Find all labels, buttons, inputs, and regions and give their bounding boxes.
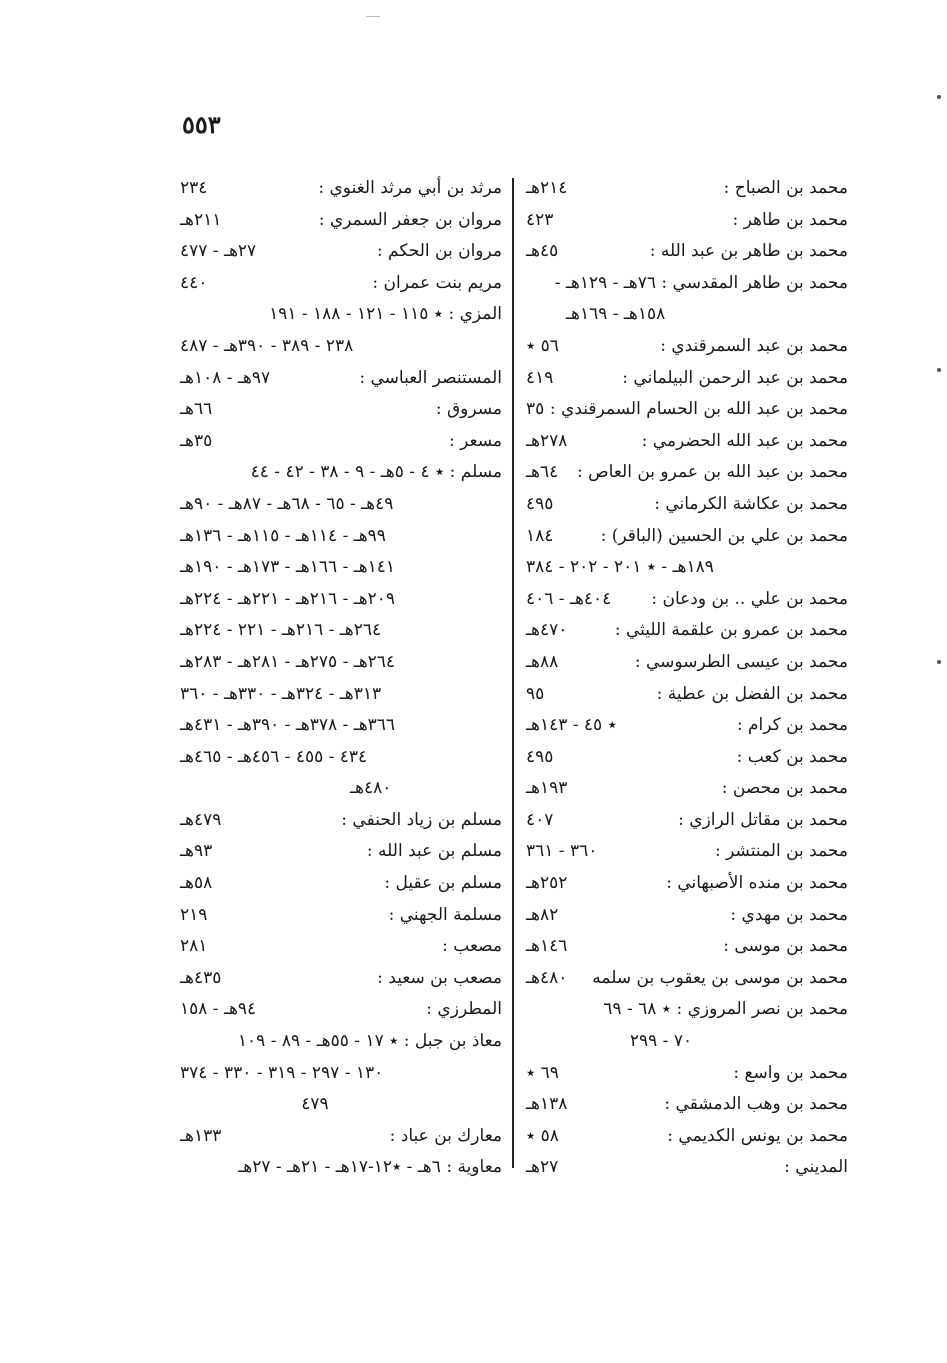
entry-name: محمد بن طاهر بن عبد الله : — [649, 241, 848, 262]
entry-pages-continued: ٤٣٤ - ٤٥٥ - ٤٥٦هـ - ٤٦٥هـ — [180, 746, 368, 767]
entry-name: المستنصر العباسي : — [359, 367, 502, 388]
index-entry — [526, 521, 848, 553]
index-entry — [180, 489, 502, 521]
index-entry — [180, 679, 502, 711]
entry-pages: ٥٨ ٭ — [526, 1125, 559, 1146]
index-entry — [526, 584, 848, 616]
index-entry — [180, 331, 502, 363]
entry-pages: ٤٧٠هـ — [526, 620, 568, 641]
index-entry — [526, 299, 848, 331]
entry-pages: ٥٦ ٭ — [526, 335, 559, 356]
index-column-right — [526, 173, 848, 1184]
index-entry — [526, 1089, 848, 1121]
entry-name: مسلم بن زياد الحنفي : — [341, 809, 502, 830]
entry-name: مصعب بن سعيد : — [377, 967, 502, 988]
index-entry — [180, 868, 502, 900]
entry-pages-continued: ٤٨٠هـ — [350, 778, 392, 799]
entry-name: محمد بن واسع : — [733, 1062, 848, 1083]
index-entry — [180, 805, 502, 837]
entry-pages-continued: ٣٦٦هـ - ٣٧٨هـ - ٣٩٠هـ - ٤٣١هـ — [180, 715, 396, 736]
index-entry — [180, 836, 502, 868]
entry-pages: ٢٨١ — [180, 936, 208, 957]
entry-name: معاذ بن جبل : ٭ ١٧ - ٥٥هـ - ٨٩ - ١٠٩ — [237, 1031, 502, 1052]
index-entry — [526, 457, 848, 489]
entry-name: محمد بن كعب : — [736, 746, 848, 767]
index-entry — [180, 457, 502, 489]
index-entry — [180, 615, 502, 647]
entry-pages: ٭ ٤٥ - ١٤٣هـ — [526, 715, 617, 736]
entry-name: المديني : — [784, 1157, 848, 1178]
entry-pages: ٣٦٠ - ٣٦١ — [526, 841, 598, 862]
entry-pages-continued: ٤٧٩ — [301, 1094, 329, 1115]
index-entry — [526, 679, 848, 711]
entry-name: محمد بن المنتشر : — [715, 841, 848, 862]
index-entry — [180, 205, 502, 237]
scan-mark — [366, 16, 380, 17]
entry-name: محمد بن طاهر المقدسي : ٧٦هـ - ١٢٩هـ - — [554, 272, 848, 293]
entry-name: محمد بن محصن : — [721, 778, 848, 799]
index-entry — [526, 1121, 848, 1153]
entry-pages-continued: ٧٠ - ٢٩٩ — [629, 1031, 693, 1052]
entry-pages: ٤٢٣ — [526, 209, 554, 230]
index-entry — [180, 710, 502, 742]
index-entry — [526, 1152, 848, 1184]
index-entry — [526, 836, 848, 868]
index-entry — [526, 426, 848, 458]
entry-pages: ٢٧هـ - ٤٧٧ — [180, 241, 257, 262]
entry-pages: ٤٠٤هـ - ٤٠٦ — [526, 588, 612, 609]
entry-pages: ٤١٩ — [526, 367, 554, 388]
index-entry — [526, 331, 848, 363]
entry-pages-continued: ٣١٣هـ - ٣٢٤هـ - ٣٣٠هـ - ٣٦٠ — [180, 683, 382, 704]
entry-name: مروان بن جعفر السمري : — [318, 209, 502, 230]
entry-pages: ٦٦هـ — [180, 399, 213, 420]
index-entry — [526, 900, 848, 932]
entry-name: محمد بن طاهر : — [732, 209, 848, 230]
entry-pages-continued: ٢٦٤هـ - ٢١٦هـ - ٢٢١ - ٢٢٤هـ — [180, 620, 382, 641]
index-entry — [180, 584, 502, 616]
index-entry — [180, 552, 502, 584]
entry-pages: ٤٩٥ — [526, 493, 554, 514]
entry-pages: ٨٢هـ — [526, 904, 559, 925]
entry-name: مروان بن الحكم : — [376, 241, 502, 262]
index-entry — [180, 268, 502, 300]
entry-name: محمد بن مهدي : — [730, 904, 848, 925]
entry-name: مريم بنت عمران : — [372, 272, 502, 293]
entry-pages: ١٩٣هـ — [526, 778, 568, 799]
index-entry — [526, 710, 848, 742]
entry-pages: ٤٥هـ — [526, 241, 559, 262]
entry-name: مسلمة الجهني : — [388, 904, 502, 925]
index-entry — [180, 1089, 502, 1121]
index-entry — [180, 394, 502, 426]
entry-pages-continued: ١٨٩هـ - ٭ ٢٠١ - ٢٠٢ - ٣٨٤ — [526, 557, 714, 578]
index-entry — [526, 994, 848, 1026]
entry-name: المزي : ٭ ١١٥ - ١٢١ - ١٨٨ - ١٩١ — [269, 304, 502, 325]
entry-pages-continued: ٩٩هـ - ١١٤هـ - ١١٥هـ - ١٣٦هـ — [180, 525, 386, 546]
entry-pages: ١٣٣هـ — [180, 1125, 222, 1146]
entry-pages-continued: ٤٩هـ - ٦٥ - ٦٨هـ - ٨٧هـ - ٩٠هـ — [180, 493, 394, 514]
entry-name: مسلم بن عقيل : — [384, 873, 502, 894]
entry-pages: ٢١٩ — [180, 904, 208, 925]
index-entry — [180, 173, 502, 205]
index-entry — [526, 173, 848, 205]
entry-name: المطرزي : — [426, 999, 502, 1020]
entry-pages: ٦٤هـ — [526, 462, 559, 483]
index-entry — [180, 1152, 502, 1184]
index-entry — [180, 773, 502, 805]
index-entry — [180, 1121, 502, 1153]
entry-name: محمد بن عمرو بن علقمة الليثي : — [614, 620, 848, 641]
index-entry — [180, 521, 502, 553]
entry-name: محمد بن منده الأصبهاني : — [666, 873, 848, 894]
entry-pages: ١٣٨هـ — [526, 1094, 568, 1115]
entry-pages: ٢١٤هـ — [526, 178, 568, 198]
entry-name: محمد بن عبد الرحمن البيلماني : — [622, 367, 848, 388]
entry-name: معاوية : ٦هـ - ٭١٢-١٧هـ - ٢١هـ - ٢٧هـ — [238, 1157, 502, 1178]
index-entry — [180, 236, 502, 268]
entry-name: محمد بن عبد الله بن عمرو بن العاص : — [576, 462, 848, 483]
index-entry — [526, 931, 848, 963]
entry-name: محمد بن الفضل بن عطية : — [656, 683, 848, 704]
entry-pages-continued: ١٥٨هـ - ١٦٩هـ — [566, 304, 666, 325]
entry-pages: ٣٥ — [526, 399, 545, 420]
entry-pages: ٩٤هـ - ١٥٨ — [180, 999, 257, 1020]
index-entry — [180, 994, 502, 1026]
entry-pages: ٦٩ ٭ — [526, 1062, 559, 1083]
entry-pages: ١٤٦هـ — [526, 936, 568, 957]
index-entry — [526, 205, 848, 237]
entry-name: محمد بن كرام : — [736, 715, 848, 736]
entry-name: مرثد بن أبي مرثد الغنوي : — [318, 178, 502, 198]
scan-dot — [937, 95, 941, 99]
index-entry — [526, 773, 848, 805]
entry-pages-continued: ٢٦٤هـ - ٢٧٥هـ - ٢٨١هـ - ٢٨٣هـ — [180, 651, 396, 672]
entry-name: محمد بن عبد الله بن الحسام السمرقندي : — [549, 399, 848, 420]
index-entry — [526, 1058, 848, 1090]
entry-pages: ٢١١هـ — [180, 209, 222, 230]
entry-pages: ٤٣٥هـ — [180, 967, 222, 988]
entry-name: مسلم : ٭ ٤ - ٥هـ - ٩ - ٣٨ - ٤٢ - ٤٤ — [250, 462, 502, 483]
entry-pages: ٥٨هـ — [180, 873, 213, 894]
entry-pages: ٣٥هـ — [180, 430, 213, 451]
index-column-left — [180, 173, 502, 1184]
entry-pages: ١٨٤ — [526, 525, 554, 546]
index-entry — [526, 742, 848, 774]
entry-name: محمد بن نصر المروزي : ٭ ٦٨ - ٦٩ — [603, 999, 848, 1020]
index-entry — [526, 394, 848, 426]
entry-name: محمد بن عبد السمرقندي : — [660, 335, 848, 356]
entry-pages: ٩٥ — [526, 683, 545, 704]
entry-pages-continued: ١٤١هـ - ١٦٦هـ - ١٧٣هـ - ١٩٠هـ — [180, 557, 396, 578]
index-entry — [180, 363, 502, 395]
page-number: ٥٥٣ — [182, 110, 221, 139]
entry-name: مسروق : — [435, 399, 502, 420]
entry-pages: ٢٥٢هـ — [526, 873, 568, 894]
scan-dot — [937, 660, 941, 664]
index-entry — [526, 236, 848, 268]
entry-pages: ٨٨هـ — [526, 651, 559, 672]
entry-pages: ٤٠٧ — [526, 809, 554, 830]
entry-name: معارك بن عباد : — [389, 1125, 502, 1146]
entry-name: محمد بن عبد الله الحضرمي : — [641, 430, 848, 451]
entry-pages: ٢٣٤ — [180, 178, 208, 198]
entry-pages: ٢٧هـ — [526, 1157, 559, 1178]
entry-pages: ٤٨٠هـ — [526, 967, 568, 988]
index-entry — [526, 963, 848, 995]
entry-name: محمد بن عيسى الطرسوسي : — [634, 651, 848, 672]
entry-pages: ٤٩٥ — [526, 746, 554, 767]
index-entry — [180, 426, 502, 458]
index-entry — [526, 868, 848, 900]
entry-name: محمد بن مقاتل الرازي : — [678, 809, 848, 830]
entry-name: محمد بن علي .. بن ودعان : — [651, 588, 848, 609]
entry-name: محمد بن موسى بن يعقوب بن سلمه — [592, 967, 848, 988]
index-entry — [180, 963, 502, 995]
index-entry — [180, 1058, 502, 1090]
index-entry — [526, 268, 848, 300]
index-entry — [180, 1026, 502, 1058]
entry-pages: ٩٣هـ — [180, 841, 213, 862]
index-entry — [180, 647, 502, 679]
index-entry — [526, 489, 848, 521]
scan-dot — [937, 368, 941, 372]
entry-pages: ٩٧هـ - ١٠٨هـ — [180, 367, 271, 388]
index-entry — [526, 363, 848, 395]
index-entry — [180, 742, 502, 774]
index-entry — [526, 647, 848, 679]
index-entry — [526, 1026, 848, 1058]
entry-name: محمد بن عكاشة الكرماني : — [654, 493, 848, 514]
entry-name: مصعب : — [442, 936, 502, 957]
entry-pages-continued: ٢٠٩هـ - ٢١٦هـ - ٢٢١هـ - ٢٢٤هـ — [180, 588, 396, 609]
entry-pages: ٤٧٩هـ — [180, 809, 222, 830]
entry-name: محمد بن موسى : — [723, 936, 848, 957]
entry-name: محمد بن يونس الكديمي : — [667, 1125, 848, 1146]
entry-pages-continued: ١٣٠ - ٢٩٧ - ٣١٩ - ٣٣٠ - ٣٧٤ — [180, 1062, 384, 1083]
index-entry — [526, 552, 848, 584]
entry-pages: ٢٧٨هـ — [526, 430, 568, 451]
index-entry — [526, 805, 848, 837]
column-divider — [512, 178, 514, 1168]
entry-pages: ٤٤٠ — [180, 272, 208, 293]
entry-name: مسعر : — [449, 430, 502, 451]
index-entry — [180, 900, 502, 932]
index-entry — [526, 615, 848, 647]
index-entry — [180, 931, 502, 963]
entry-pages-continued: ٢٣٨ - ٣٨٩ - ٣٩٠هـ - ٤٨٧ — [180, 335, 354, 356]
entry-name: محمد بن علي بن الحسين (الباقر) : — [600, 525, 848, 546]
entry-name: مسلم بن عبد الله : — [366, 841, 502, 862]
entry-name: محمد بن الصباح : — [723, 178, 848, 198]
entry-name: محمد بن وهب الدمشقي : — [664, 1094, 848, 1115]
index-entry — [180, 299, 502, 331]
